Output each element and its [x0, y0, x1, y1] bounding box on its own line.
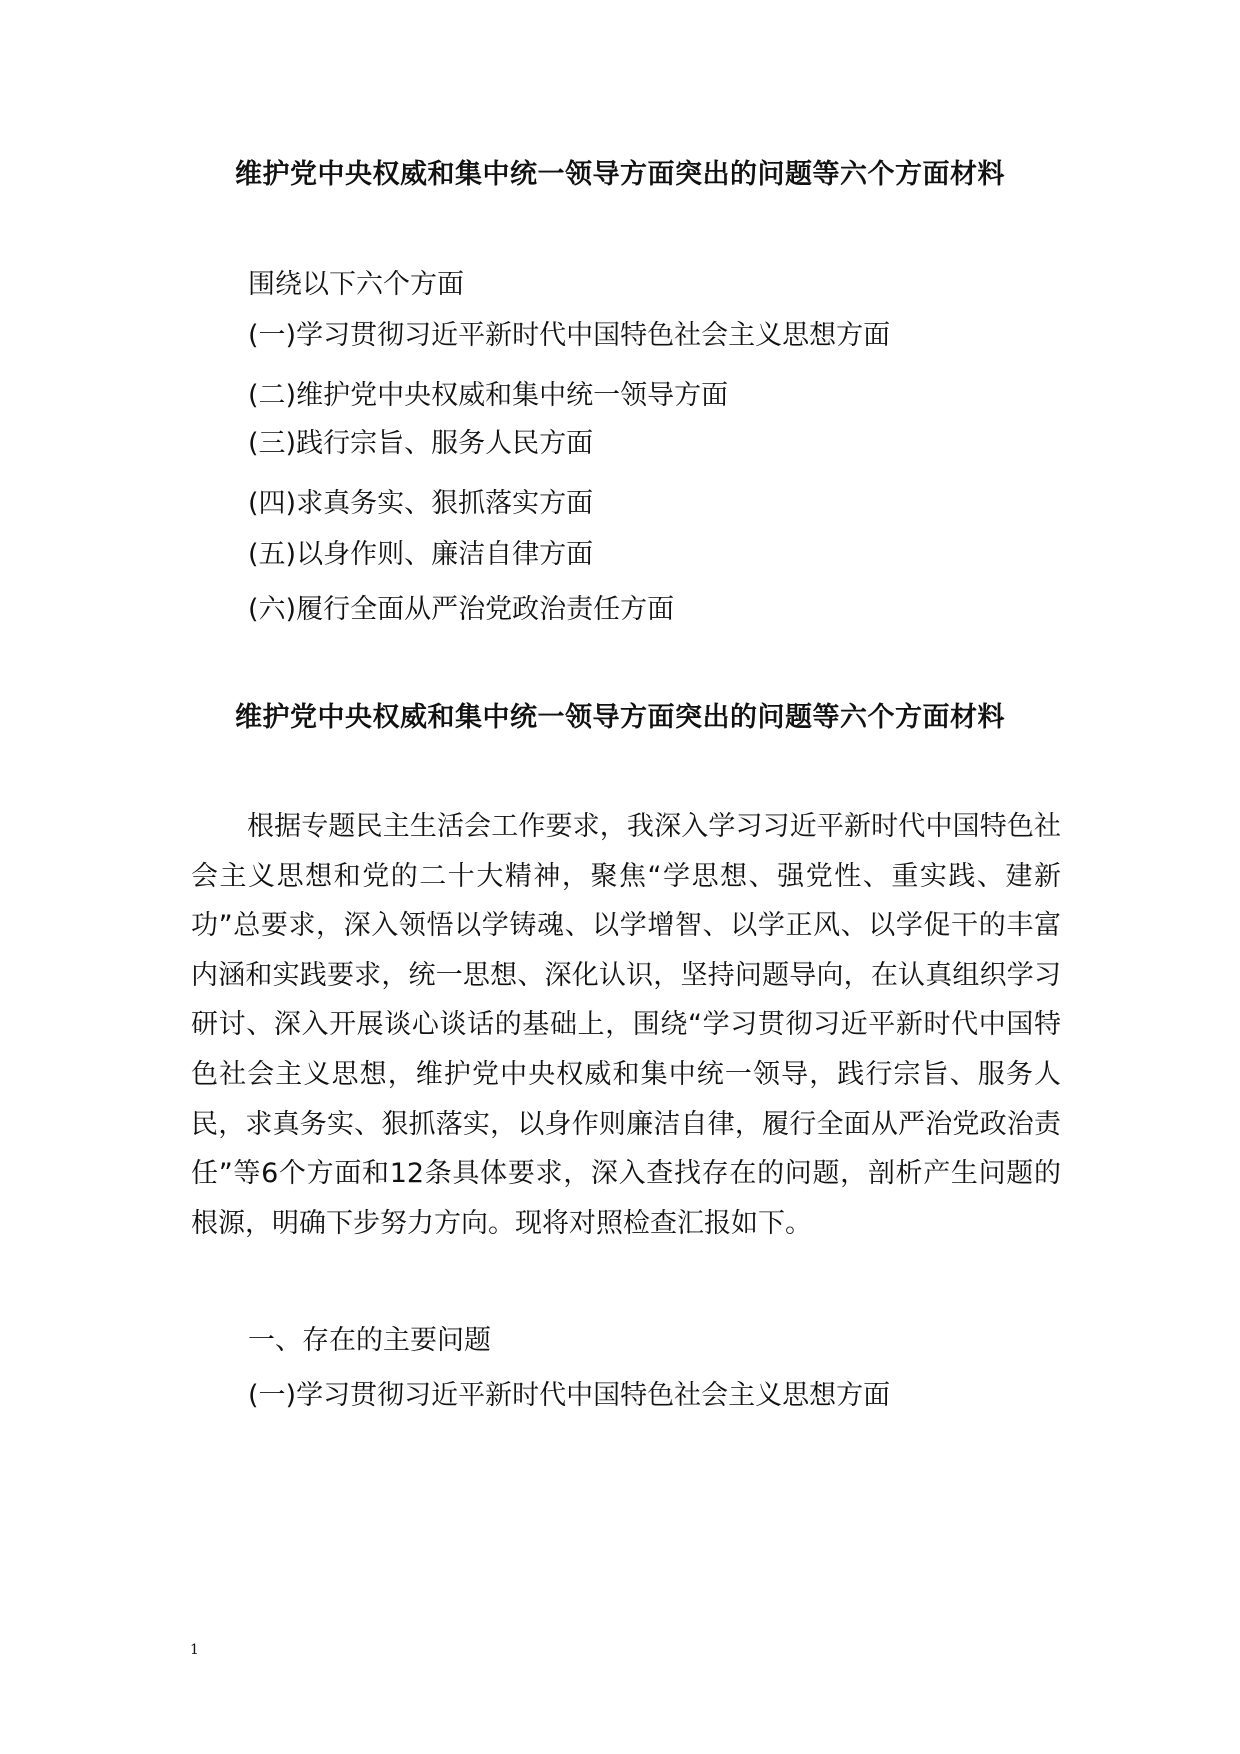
aspect-item-5: (五)以身作则、廉洁自律方面: [248, 539, 594, 570]
section-title: 维护党中央权威和集中统一领导方面突出的问题等六个方面材料: [235, 702, 1005, 733]
aspect-item-3: (三)践行宗旨、服务人民方面: [248, 428, 594, 459]
aspect-item-2: (二)维护党中央权威和集中统一领导方面: [248, 380, 729, 411]
aspect-item-4: (四)求真务实、狠抓落实方面: [248, 488, 594, 519]
page-number: 1: [190, 1642, 199, 1658]
body-paragraph: 根据专题民主生活会工作要求，我深入学习习近平新时代中国特色社会主义思想和党的二十大精神，聚焦“学思想、强党性、重实践、建新功”总要求，深入领悟以学铸魂、以学增智、以学正风、以学促干的丰富内涵和实践要求，统一思想、深化认识，坚持问题导向，在认真组织学习研讨、深入开展谈心谈话的基础上，围绕“学习贯彻习近平新时代中国特色社会主义思想，维护党中央权威和集中统一领导，践行宗旨、服务人民，求真务实、狠抓落实，以身作则廉洁自律，履行全面从严治党政治责任”等6个方面和12条具体要求，深入查找存在的问题，剖析产生问题的根源，明确下步努力方向。现将对照检查汇报如下。: [191, 811, 1061, 1239]
subsection-heading: (一)学习贯彻习近平新时代中国特色社会主义思想方面: [248, 1380, 891, 1411]
aspect-item-1: (一)学习贯彻习近平新时代中国特色社会主义思想方面: [248, 320, 891, 351]
aspect-item-6: (六)履行全面从严治党政治责任方面: [248, 594, 675, 625]
intro-heading: 围绕以下六个方面: [248, 269, 464, 300]
document-title: 维护党中央权威和集中统一领导方面突出的问题等六个方面材料: [235, 159, 1005, 190]
section-heading: 一、存在的主要问题: [248, 1325, 491, 1356]
